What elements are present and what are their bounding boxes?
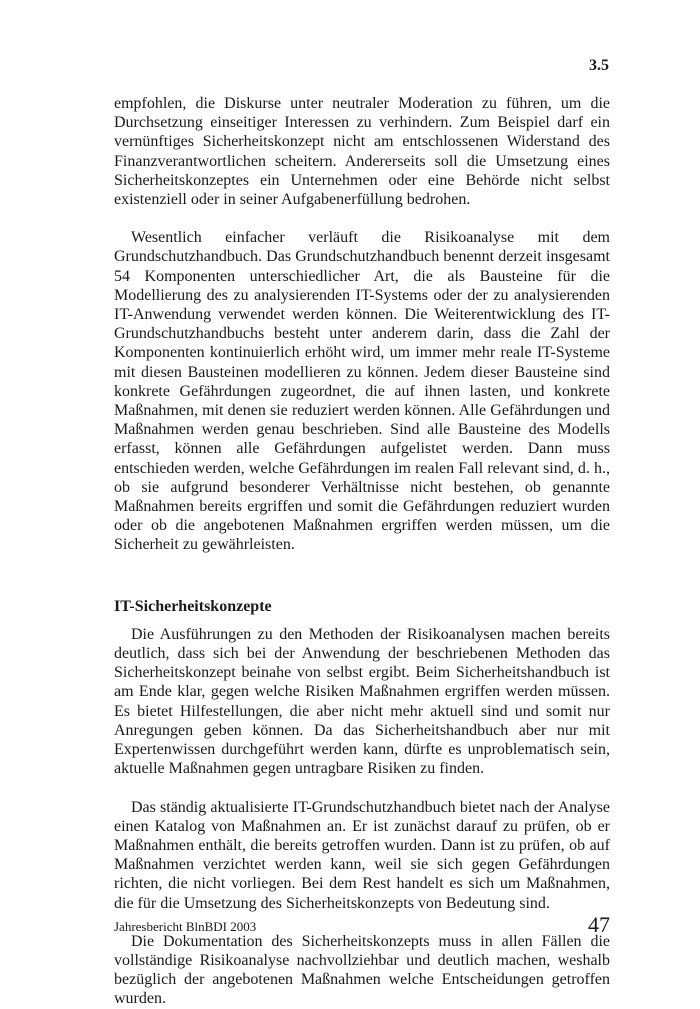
- page-number: 47: [588, 912, 610, 937]
- section-number: 3.5: [589, 57, 609, 74]
- paragraph-3: Die Ausführungen zu den Methoden der Risikoanalysen machen bereits deutlich, dass sich bei der Anwendung der beschriebenen Methoden das Sicherheitskonzept beinahe von selbst ergibt. Beim Sicherheitshandbuch ist am Ende klar, gegen welche Risiken Maßnahmen ergriffen werden müssen. Es bietet Hilfestellungen, die aber nicht mehr aktuell sind und somit nur Anregungen geben können. Da das Sicherheitshandbuch aber nur mit Expertenwissen durchgeführt werden kann, dürfte es unproblematisch sein, aktuelle Maßnahmen gegen untragbare Risiken zu finden.: [114, 625, 610, 778]
- footer-report-title: Jahresbericht BlnBDI 2003: [114, 919, 257, 934]
- paragraph-1: empfohlen, die Diskurse unter neutraler Moderation zu führen, um die Durchsetzung einseitiger Interessen zu verhindern. Zum Beispiel darf ein vernünftiges Sicherheitskonzept nicht am entschlossenen Widerstand des Finanzverantwortlichen scheitern. Andererseits soll die Umsetzung eines Sicherheitskonzeptes ein Unternehmen oder eine Behörde nicht selbst existenziell oder in seiner Aufgabenerfüllung bedrohen.: [114, 95, 610, 209]
- paragraph-2: Wesentlich einfacher verläuft die Risikoanalyse mit dem Grundschutzhandbuch. Das Grundschutzhandbuch benennt derzeit insgesamt 54 Komponenten unterschiedlicher Art, die als Bausteine für die Modellierung des zu analysierenden IT-Systems oder der zu analysierenden IT-Anwendung verwendet werden können. Die Weiterentwicklung des IT-Grundschutzhandbuchs besteht unter anderem darin, dass die Zahl der Komponenten kontinuierlich erhöht wird, um immer mehr reale IT-Systeme mit diesen Bausteinen modellieren zu können. Jedem dieser Bausteine sind konkrete Gefährdungen zugeordnet, die auf ihnen lasten, und konkrete Maßnahmen, mit denen sie reduziert werden können. Alle Gefährdungen und Maßnahmen werden genau beschrieben. Sind alle Bausteine des Modells erfasst, können alle Gefährdungen aufgelistet werden. Dann muss entschieden werden, welche Gefährdungen im realen Fall relevant sind, d. h., ob sie aufgrund besonderer Verhältnisse nicht bestehen, ob genannte Maßnahmen bereits ergriffen und somit die Gefährdungen reduziert wurden oder ob die angebotenen Maßnahmen ergriffen werden müssen, um die Sicherheit zu gewährleisten.: [114, 229, 610, 554]
- paragraph-4: Das ständig aktualisierte IT-Grundschutzhandbuch bietet nach der Analyse einen Katalog von Maßnahmen an. Er ist zunächst darauf zu prüfen, ob er Maßnahmen enthält, die bereits getroffen wurden. Dann ist zu prüfen, ob auf Maßnahmen verzichtet werden kann, weil sie sich gegen Gefährdungen richten, die nicht vorliegen. Bei dem Rest handelt es sich um Maßnahmen, die für die Umsetzung des Sicherheitskonzepts von Bedeutung sind.: [114, 798, 610, 912]
- page-body: [114, 94, 610, 1009]
- section-heading: IT-Sicherheitskonzepte: [114, 597, 272, 615]
- paragraph-5: Die Dokumentation des Sicherheitskonzepts muss in allen Fällen die vollständige Risikoanalyse nachvollziehbar und deutlich machen, weshalb bezüglich der angebotenen Maßnahmen welche Entscheidungen getroffen wurden.: [114, 932, 610, 1008]
